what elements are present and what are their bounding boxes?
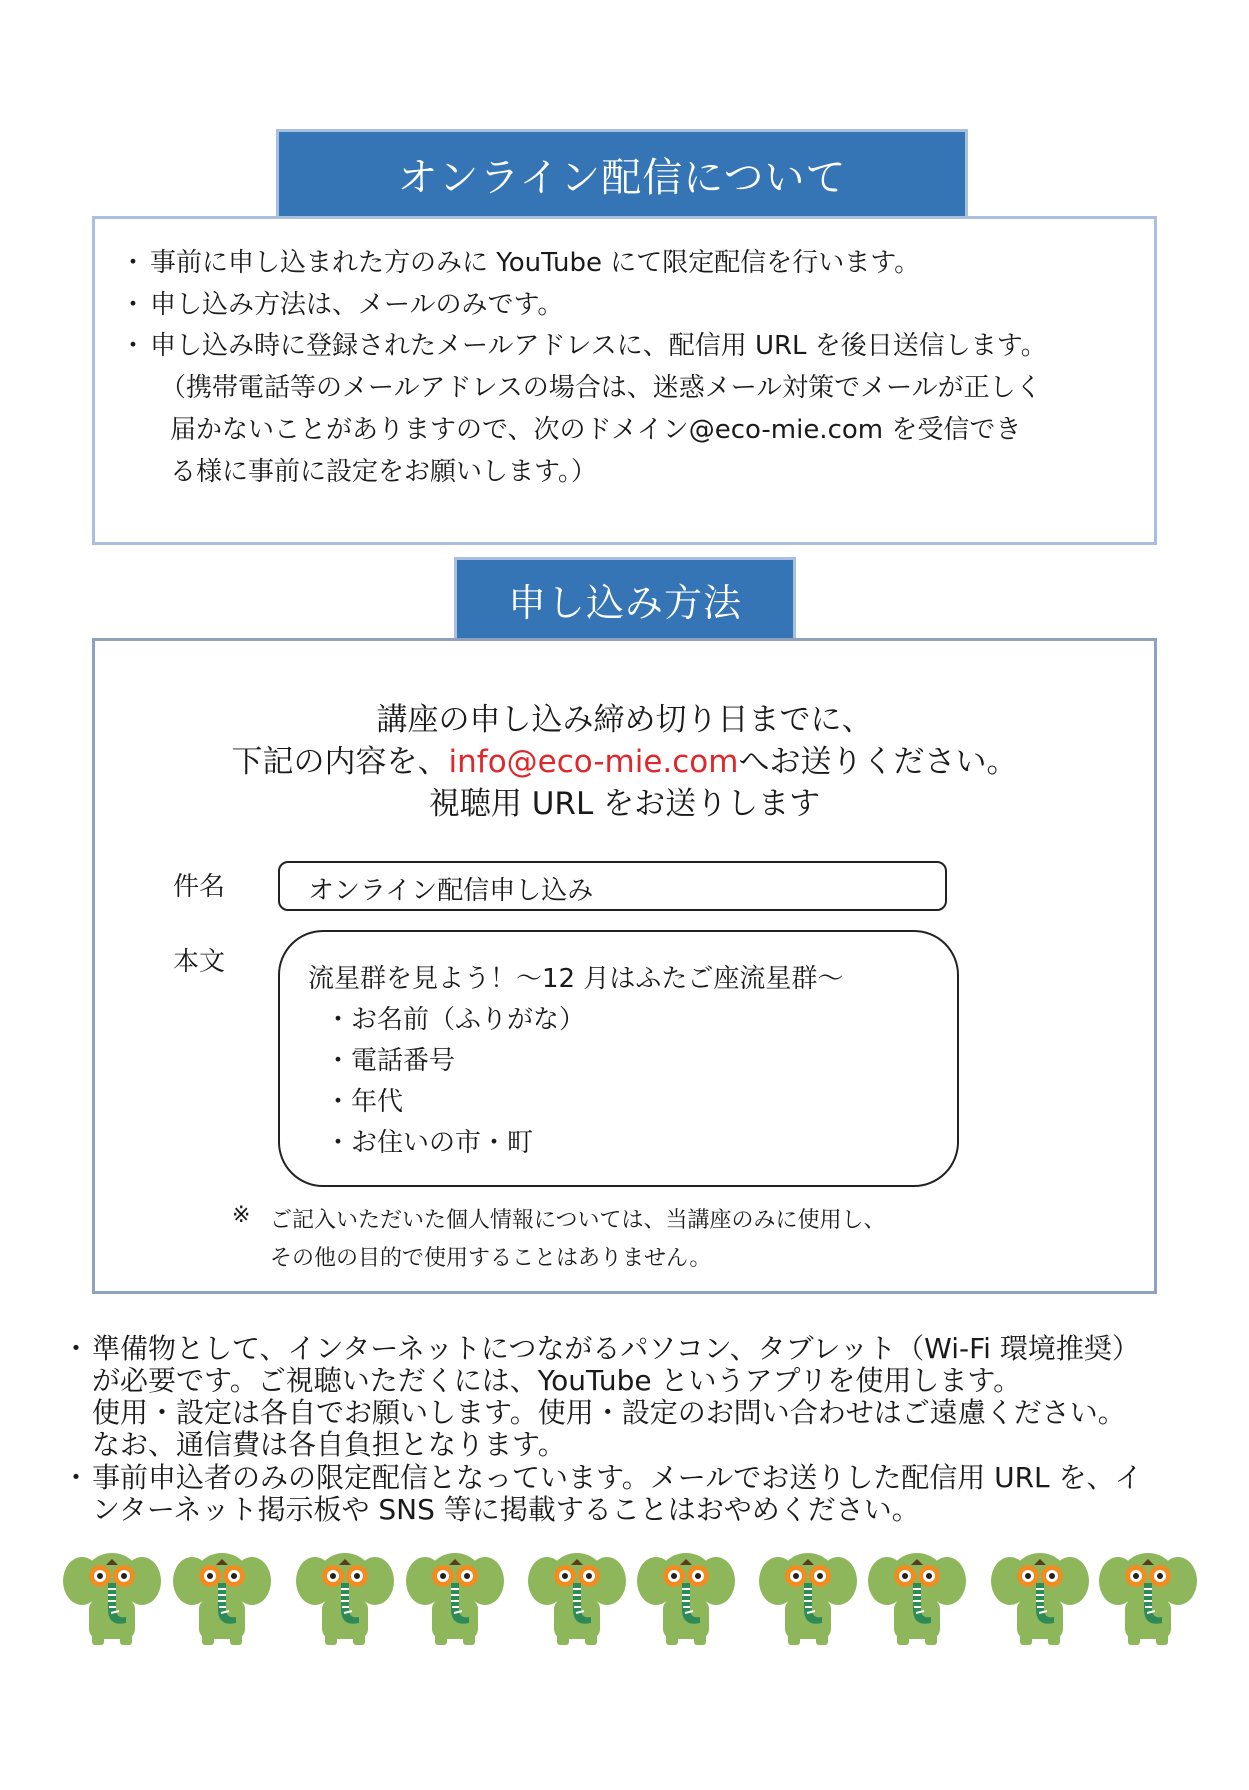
bottom-note-line: 事前申込者のみの限定配信となっています。メールでお送りした配信用 URL を、イ — [92, 1461, 1143, 1494]
body-label: 本文 — [173, 947, 226, 977]
section-online-title-banner — [276, 129, 968, 216]
apply-send-text — [95, 736, 1154, 781]
elephant-mascot-icon — [1098, 1545, 1198, 1647]
domain-note-line: る様に事前に設定をお願いします。） — [170, 457, 597, 487]
apply-deadline-text: 講座の申し込み締め切り日までに、 — [376, 702, 873, 738]
body-item: ・年代 — [325, 1087, 404, 1117]
section-apply-title-banner — [454, 557, 796, 638]
domain-note-line: （携帯電話等のメールアドレスの場合は、迷惑メール対策でメールが正しく — [160, 373, 1042, 403]
bullet-mark: ・ — [120, 331, 147, 361]
bullet-mark: ・ — [120, 290, 147, 320]
elephant-mascot-icon — [62, 1545, 162, 1647]
elephant-mascot-icon — [758, 1545, 858, 1647]
body-field[interactable] — [278, 930, 959, 1187]
elephant-mascot-icon — [867, 1545, 967, 1647]
elephant-mascot-icon — [636, 1545, 736, 1647]
online-bullet-text: 申し込み時に登録されたメールアドレスに、配信用 URL を後日送信します。 — [150, 331, 1047, 361]
body-item: ・お名前（ふりがな） — [325, 1005, 586, 1035]
apply-send-suffix: へお送りください。 — [738, 744, 1018, 780]
privacy-note-line: その他の目的で使用することはありません。 — [270, 1246, 712, 1271]
bottom-note-line: が必要です。ご視聴いただくには、YouTube というアプリを使用します。 — [92, 1364, 1022, 1397]
subject-value: オンライン配信申し込み — [308, 876, 594, 906]
online-bullet-text: 事前に申し込まれた方のみに YouTube にて限定配信を行います。 — [150, 248, 921, 278]
elephant-mascot-icon — [527, 1545, 627, 1647]
bottom-note-line: 準備物として、インターネットにつながるパソコン、タブレット（Wi-Fi 環境推奨） — [92, 1332, 1140, 1365]
section-apply-title: 申し込み方法 — [507, 580, 742, 625]
elephant-mascot-icon — [990, 1545, 1090, 1647]
section-apply-box — [92, 638, 1157, 1294]
body-event-title: 流星群を見よう！～12 月はふたご座流星群～ — [308, 964, 844, 994]
privacy-mark: ※ — [232, 1203, 251, 1228]
section-online-title: オンライン配信について — [397, 154, 847, 201]
bullet-mark: ・ — [62, 1461, 91, 1494]
bottom-note — [62, 1333, 1222, 1463]
contact-email-link[interactable]: info@eco-mie.com — [448, 744, 739, 780]
elephant-mascot-icon — [172, 1545, 272, 1647]
bottom-note-line: なお、通信費は各自負担となります。 — [92, 1428, 566, 1461]
apply-send-prefix: 下記の内容を、 — [231, 744, 449, 780]
domain-note-line: 届かないことがありますので、次のドメイン@eco-mie.com を受信でき — [170, 415, 1022, 445]
body-item: ・電話番号 — [325, 1046, 456, 1076]
subject-field[interactable] — [278, 861, 947, 911]
bottom-note-line: 使用・設定は各自でお願いします。使用・設定のお問い合わせはご遠慮ください。 — [92, 1396, 1126, 1429]
elephant-mascot-icon — [405, 1545, 505, 1647]
online-bullet-text: 申し込み方法は、メールのみです。 — [150, 290, 564, 320]
privacy-note-line: ご記入いただいた個人情報については、当講座のみに使用し、 — [270, 1208, 886, 1233]
subject-label: 件名 — [173, 872, 226, 902]
apply-url-text: 視聴用 URL をお送りします — [428, 786, 821, 822]
bullet-mark: ・ — [120, 248, 147, 278]
bottom-note-line: ンターネット掲示板や SNS 等に掲載することはおやめください。 — [92, 1493, 920, 1526]
body-item: ・お住いの市・町 — [325, 1128, 534, 1158]
elephant-mascot-icon — [295, 1545, 395, 1647]
bottom-note — [62, 1462, 1222, 1528]
bullet-mark: ・ — [62, 1332, 91, 1365]
